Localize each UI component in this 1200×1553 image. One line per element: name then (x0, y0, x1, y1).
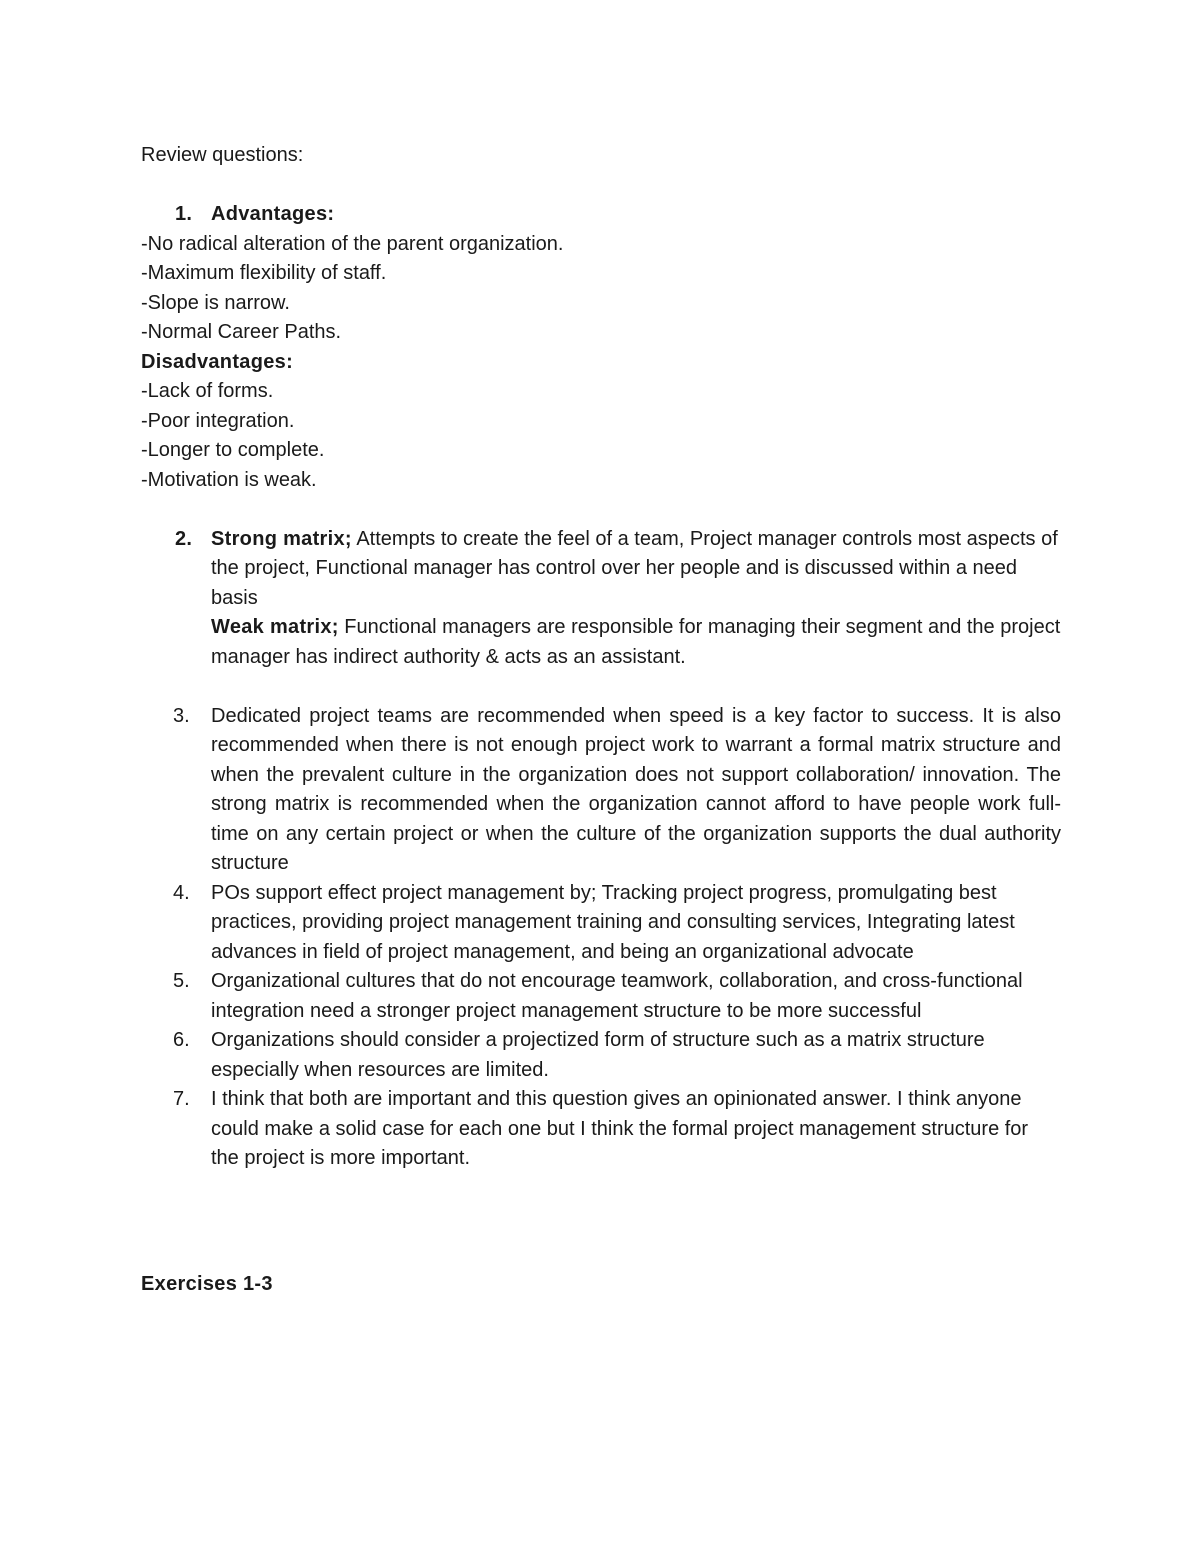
question-4 (141, 879, 1061, 968)
question-5-answer: Organizational cultures that do not encourage teamwork, collaboration, and cross-functional integration need a stronger project management structure to be more successful (211, 970, 1023, 1022)
disadvantage-item: -Lack of forms. (141, 380, 274, 402)
question-1-title (141, 200, 1061, 230)
question-7-number: 7. (173, 1088, 190, 1110)
question-3-number: 3. (173, 704, 190, 727)
strong-matrix-paragraph (211, 525, 1061, 614)
strong-matrix-label: Strong matrix; (211, 527, 352, 550)
question-6 (141, 1026, 1061, 1085)
question-5-number: 5. (173, 970, 190, 992)
question-6-number: 6. (173, 1029, 190, 1051)
question-3 (141, 702, 1061, 879)
question-6-answer: Organizations should consider a projectized form of structure such as a matrix structure especially when resources are limited. (211, 1029, 985, 1081)
advantage-item: -Maximum flexibility of staff. (141, 262, 387, 284)
weak-matrix-label: Weak matrix; (211, 616, 339, 638)
question-5 (141, 967, 1061, 1026)
weak-matrix-paragraph (211, 613, 1061, 672)
exercises-heading: Exercises 1-3 (141, 1273, 273, 1295)
disadvantages-title: Disadvantages: (141, 350, 294, 373)
strong-matrix-text: Attempts to create the feel of a team, Project manager controls most aspects of the project, Functional manager has control over her people and is discussed within a need basis (211, 527, 1058, 609)
advantages-title: Advantages: (211, 203, 335, 225)
advantage-item: -Normal Career Paths. (141, 321, 342, 343)
document-body (141, 141, 1061, 1174)
question-4-answer: POs support effect project management by; Tracking project progress, promulgating best practices, providing project management training and consulting services, Integrating latest advances in field of project management, and being an organizational advocate (211, 881, 1015, 963)
advantage-item: -No radical alteration of the parent organization. (141, 232, 564, 255)
weak-matrix-text: Functional managers are responsible for managing their segment and the project manager has indirect authority & acts as an assistant. (211, 616, 1061, 668)
disadvantage-item: -Longer to complete. (141, 439, 325, 461)
disadvantage-item: -Poor integration. (141, 409, 295, 432)
question-7 (141, 1085, 1061, 1174)
question-3-answer: Dedicated project teams are recommended when speed is a key factor to success. It is also recommended when there is not enough project work to warrant a formal matrix structure and when the prevalent culture in the organization does not support collaboration/ innovation. The strong matrix is recommended when the organization cannot afford to have people work full-time on any certain project or when the culture of the organization supports the dual authority structure (211, 704, 1061, 874)
question-7-answer: I think that both are important and this question gives an opinionated answer. I think anyone could make a solid case for each one but I think the formal project management structure for the project is more important. (211, 1088, 1029, 1169)
question-2-number: 2. (175, 527, 193, 550)
advantage-item: -Slope is narrow. (141, 291, 290, 314)
review-questions-heading: Review questions: (141, 144, 304, 166)
question-2 (141, 525, 1061, 673)
question-1-number: 1. (175, 203, 193, 225)
disadvantage-item: -Motivation is weak. (141, 468, 317, 491)
question-4-number: 4. (173, 881, 190, 904)
